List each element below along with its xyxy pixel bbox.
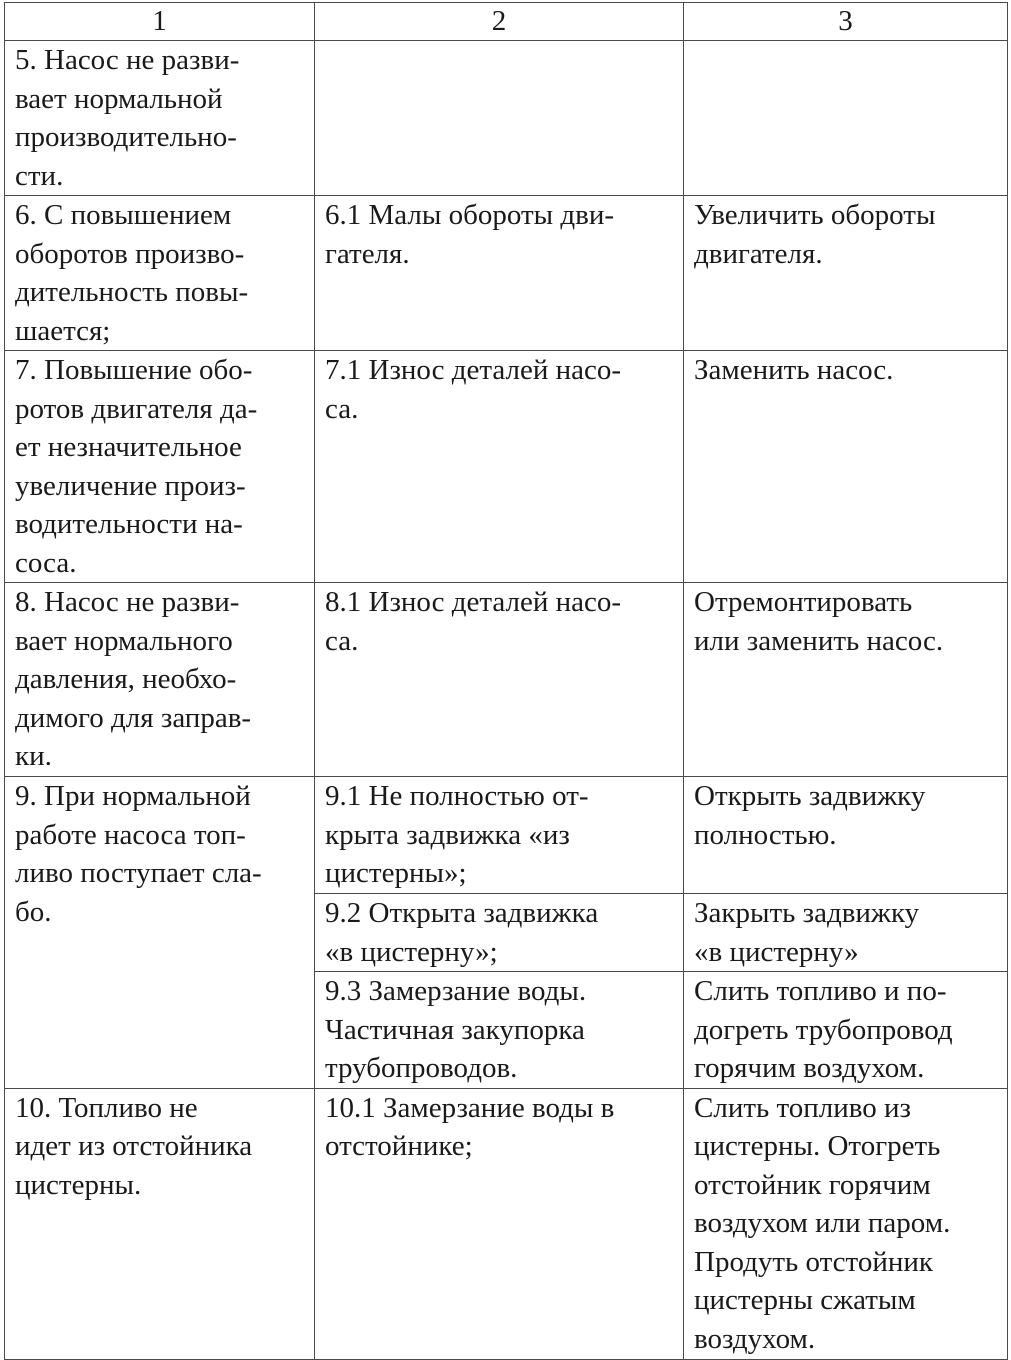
remedy-cell: Отремонтировать или заменить насос. bbox=[684, 583, 1008, 777]
remedy-cell: Слить топливо из цистерны. Отогреть отстойник горячим воздухом или паром. Продуть отстойник цистерны сжатым воздухом. bbox=[684, 1088, 1008, 1359]
remedy-cell: Открыть задвижку полностью. bbox=[684, 777, 1008, 894]
column-header-1: 1 bbox=[5, 3, 315, 41]
remedy-cell: Закрыть задвижку «в цистерну» bbox=[684, 894, 1008, 972]
table-row bbox=[5, 41, 1008, 196]
remedy-cell: Увеличить обороты двигателя. bbox=[684, 196, 1008, 351]
symptom-cell: 5. Насос не разви- вает нормальной производительно- сти. bbox=[5, 41, 315, 196]
cause-cell: 6.1 Малы обороты дви- гателя. bbox=[315, 196, 684, 351]
remedy-cell bbox=[684, 41, 1008, 196]
cause-cell: 10.1 Замерзание воды в отстойнике; bbox=[315, 1088, 684, 1359]
table-row bbox=[5, 777, 1008, 894]
cause-cell: 9.1 Не полностью от- крыта задвижка «из цистерны»; bbox=[315, 777, 684, 894]
header-row bbox=[5, 3, 1008, 41]
symptom-cell: 7. Повышение обо- ротов двигателя да- ет незначительное увеличение произ- водительности на- соса. bbox=[5, 351, 315, 583]
table-row bbox=[5, 351, 1008, 583]
column-header-3: 3 bbox=[684, 3, 1008, 41]
symptom-cell: 10. Топливо не идет из отстойника цистерны. bbox=[5, 1088, 315, 1359]
cause-cell: 9.3 Замерзание воды. Частичная закупорка трубопроводов. bbox=[315, 972, 684, 1089]
symptom-cell: 6. С повышением оборотов произво- дительность повы- шается; bbox=[5, 196, 315, 351]
cause-cell bbox=[315, 41, 684, 196]
troubleshooting-table bbox=[4, 2, 1008, 1360]
symptom-cell: 8. Насос не разви- вает нормального давления, необхо- димого для заправ- ки. bbox=[5, 583, 315, 777]
remedy-cell: Заменить насос. bbox=[684, 351, 1008, 583]
symptom-cell: 9. При нормальной работе насоса топ- ливо поступает сла- бо. bbox=[5, 777, 315, 1089]
cause-cell: 8.1 Износ деталей насо- са. bbox=[315, 583, 684, 777]
table-row bbox=[5, 1088, 1008, 1359]
cause-cell: 9.2 Открыта задвижка «в цистерну»; bbox=[315, 894, 684, 972]
table-row bbox=[5, 196, 1008, 351]
remedy-cell: Слить топливо и по- догреть трубопровод горячим воздухом. bbox=[684, 972, 1008, 1089]
cause-cell: 7.1 Износ деталей насо- са. bbox=[315, 351, 684, 583]
column-header-2: 2 bbox=[315, 3, 684, 41]
table-row bbox=[5, 583, 1008, 777]
